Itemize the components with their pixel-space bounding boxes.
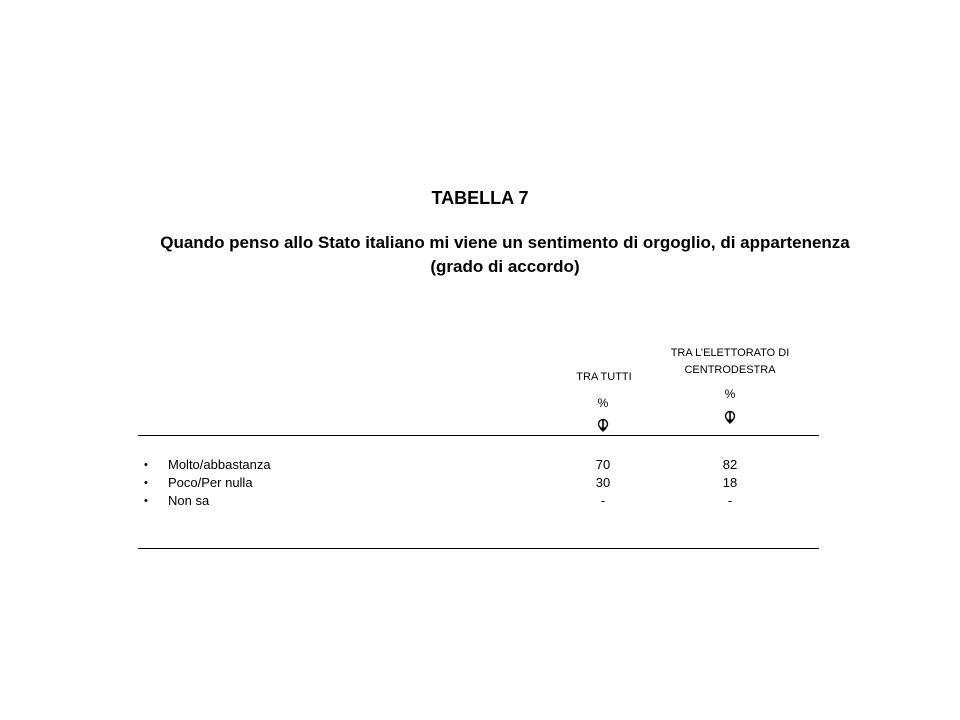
table-top-rule — [138, 435, 819, 436]
arrow-down-icon — [573, 418, 633, 435]
cell-centrodestra: 82 — [722, 457, 738, 472]
arrow-down-icon-glyph — [724, 410, 736, 424]
column-header-tutti: TRA TUTTI — [576, 371, 632, 383]
table-row — [138, 474, 819, 492]
bullet-icon: • — [144, 495, 148, 507]
row-label: Non sa — [168, 493, 210, 508]
subtitle-note: (grado di accordo) — [430, 257, 580, 276]
table-subtitle — [0, 231, 960, 279]
arrow-down-icon-glyph — [597, 418, 609, 432]
column-header-centrodestra — [640, 345, 820, 379]
column-header-centrodestra-line2: CENTRODESTRA — [684, 364, 776, 376]
cell-centrodestra: - — [727, 493, 733, 508]
unit-centrodestra: % — [724, 387, 736, 401]
arrow-down-icon — [700, 410, 760, 427]
table-row — [138, 456, 819, 474]
cell-tutti: 70 — [595, 457, 611, 472]
bullet-icon: • — [144, 477, 148, 489]
table-row — [138, 492, 819, 510]
table-bottom-rule — [138, 548, 819, 549]
bullet-icon: • — [144, 459, 148, 471]
row-label: Poco/Per nulla — [168, 475, 253, 490]
cell-tutti: - — [600, 493, 606, 508]
cell-centrodestra: 18 — [722, 475, 738, 490]
table-title: TABELLA 7 — [431, 188, 529, 208]
subtitle-question: Quando penso allo Stato italiano mi viene un sentimento di orgoglio, di appartenenza — [160, 233, 850, 252]
unit-tutti: % — [597, 396, 609, 410]
row-label: Molto/abbastanza — [168, 457, 271, 472]
column-header-centrodestra-line1: TRA L’ELETTORATO DI — [670, 347, 790, 359]
cell-tutti: 30 — [595, 475, 611, 490]
